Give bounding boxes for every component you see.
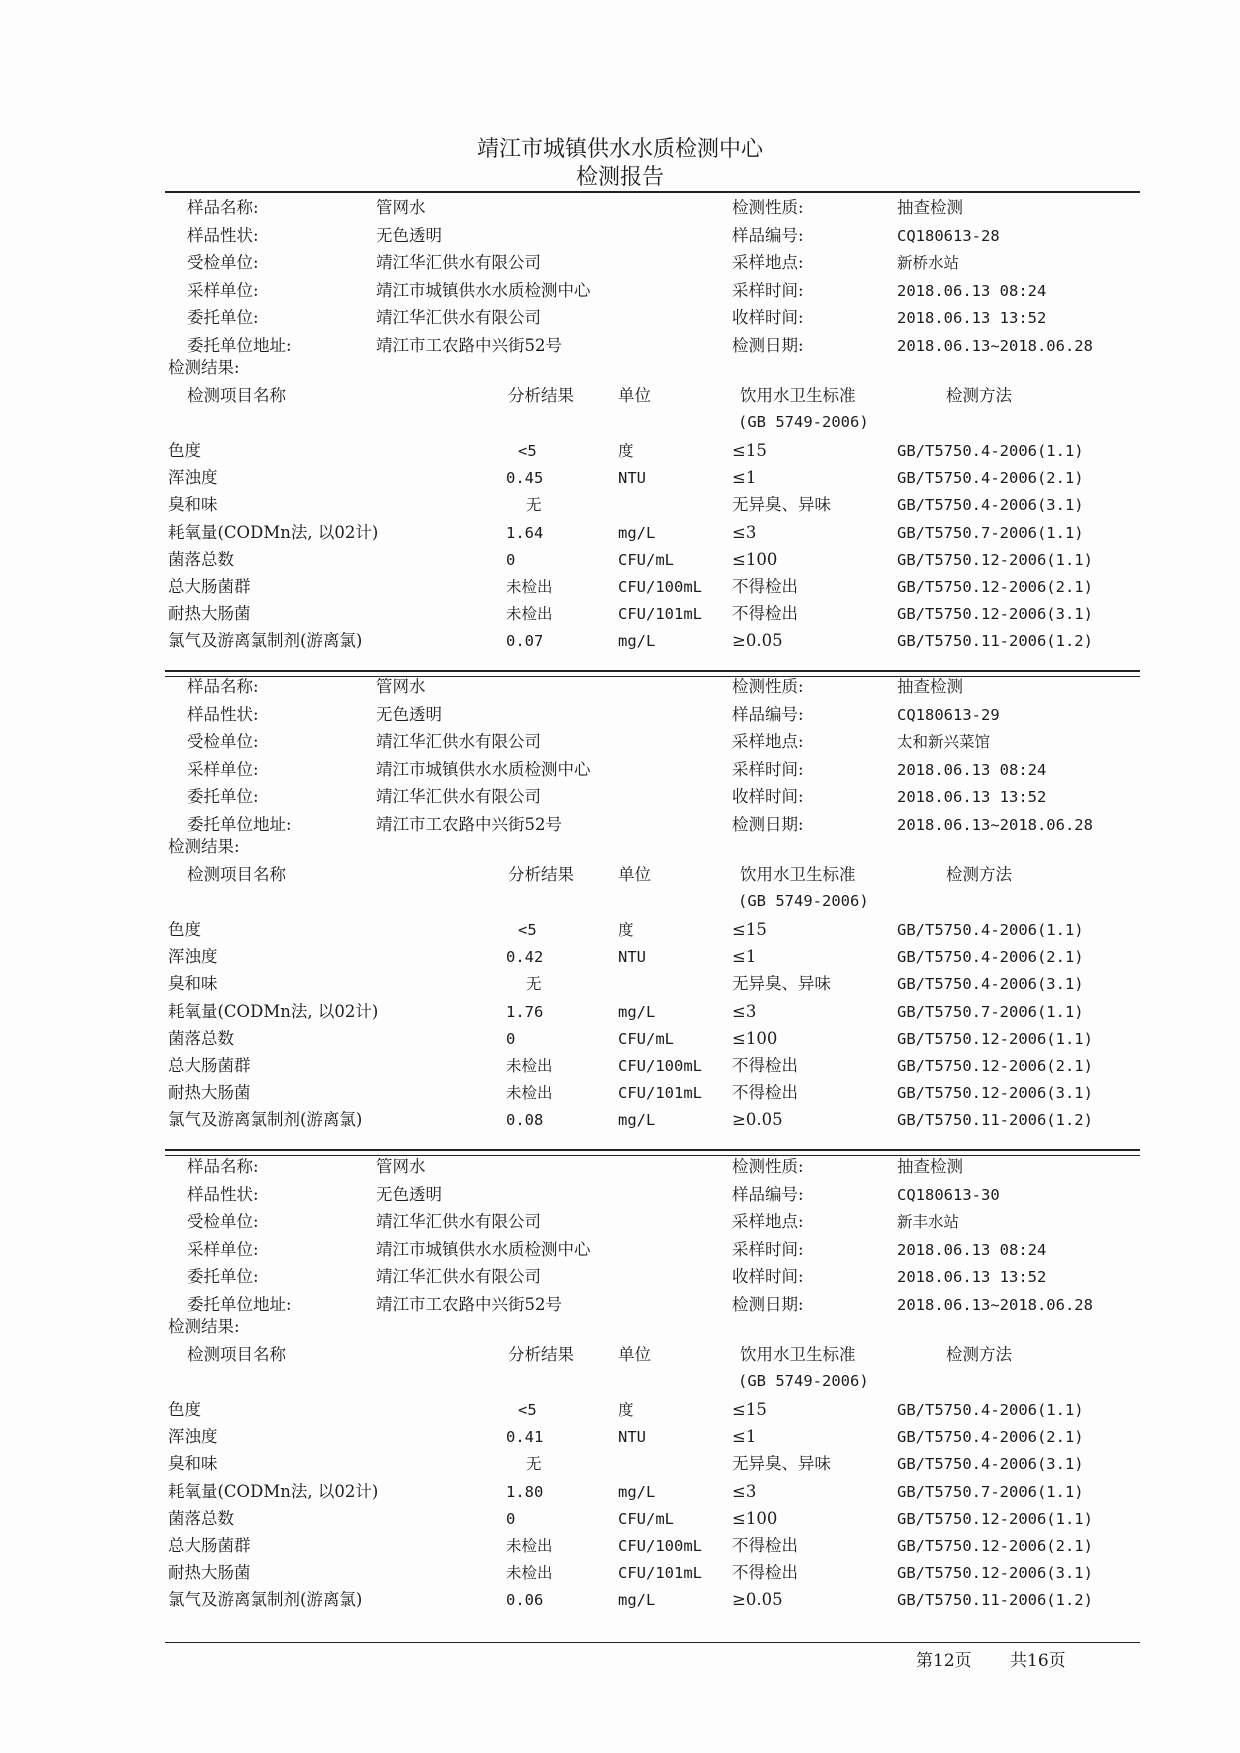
table-cell-unit: CFU/100mL (618, 1537, 702, 1555)
table-cell-method: GB/T5750.12-2006(1.1) (897, 1029, 1093, 1048)
table-cell-standard: ≤100 (732, 549, 778, 569)
info-label: 样品性状: (187, 1184, 259, 1204)
table-cell-method: GB/T5750.12-2006(3.1) (897, 1564, 1093, 1583)
info-label: 采样单位: (187, 1239, 259, 1259)
table-cell-unit: mg/L (618, 632, 656, 651)
table-cell-item: 浑浊度 (168, 947, 218, 967)
table-cell-unit: mg/L (618, 1002, 656, 1021)
info-right-value: CQ180613-29 (897, 705, 1000, 724)
info-value: 靖江市工农路中兴街52号 (376, 335, 562, 355)
table-cell-item: 色度 (168, 1400, 201, 1419)
info-right-value: 2018.06.13 08:24 (897, 281, 1047, 300)
table-cell-standard: ≤15 (732, 441, 767, 460)
table-cell-item: 色度 (168, 920, 201, 939)
info-right-value: 2018.06.13~2018.06.28 (897, 815, 1093, 834)
col-header-standard-ref: (GB 5749-2006) (738, 413, 869, 431)
info-right-label: 检测日期: (732, 1294, 804, 1314)
table-cell-result: 0.42 (506, 948, 544, 967)
table-cell-item: 耗氧量(CODMn法, 以02计) (168, 522, 379, 542)
table-cell-result: 0.06 (506, 1591, 544, 1610)
table-cell-method: GB/T5750.12-2006(3.1) (897, 1084, 1093, 1103)
table-cell-result: 0 (506, 1509, 516, 1528)
table-cell-unit: CFU/mL (618, 1509, 674, 1528)
table-cell-item: 总大肠菌群 (168, 577, 251, 596)
table-cell-item: 总大肠菌群 (168, 1056, 251, 1075)
col-header-standard: 饮用水卫生标准 (740, 865, 856, 884)
table-cell-standard: 不得检出 (732, 1563, 798, 1583)
info-right-label: 采样时间: (732, 280, 804, 300)
section-divider (165, 1155, 1140, 1156)
info-label: 受检单位: (187, 1212, 259, 1231)
info-right-label: 样品编号: (732, 704, 804, 724)
table-cell-unit: CFU/100mL (618, 1057, 702, 1075)
table-cell-result: 0.08 (506, 1111, 544, 1130)
info-label: 采样单位: (187, 280, 259, 300)
info-label: 样品性状: (187, 704, 259, 724)
table-cell-method: GB/T5750.11-2006(1.2) (897, 632, 1093, 651)
info-right-label: 收样时间: (732, 787, 804, 806)
table-cell-item: 耐热大肠菌 (168, 1083, 251, 1103)
info-right-value: 2018.06.13 13:52 (897, 788, 1047, 806)
info-right-value: 抽查检测 (897, 1157, 963, 1176)
section-divider (165, 670, 1140, 672)
report-title: 靖江市城镇供水水质检测中心 (476, 137, 763, 162)
results-label: 检测结果: (168, 358, 240, 377)
table-cell-method: GB/T5750.4-2006(1.1) (897, 1401, 1084, 1419)
table-cell-item: 总大肠菌群 (168, 1536, 251, 1555)
table-cell-standard: 不得检出 (732, 1536, 798, 1555)
col-header-result: 分析结果 (508, 1345, 574, 1364)
table-cell-standard: ≥0.05 (732, 1590, 783, 1610)
table-cell-method: GB/T5750.4-2006(2.1) (897, 948, 1084, 967)
info-right-value: 2018.06.13 08:24 (897, 1240, 1047, 1259)
table-cell-result: 无 (526, 975, 542, 994)
info-label: 样品名称: (187, 198, 259, 217)
info-value: 靖江市工农路中兴街52号 (376, 814, 562, 834)
info-value: 靖江市城镇供水水质检测中心 (376, 280, 591, 300)
table-cell-standard: ≤1 (732, 468, 757, 488)
table-cell-item: 臭和味 (168, 974, 218, 994)
table-cell-standard: ≤15 (732, 920, 767, 939)
table-cell-result: 未检出 (506, 578, 553, 596)
table-cell-item: 氯气及游离氯制剂(游离氯) (168, 631, 363, 651)
info-right-value: 抽查检测 (897, 198, 963, 217)
table-cell-method: GB/T5750.12-2006(2.1) (897, 1057, 1093, 1075)
table-cell-unit: mg/L (618, 1111, 656, 1130)
info-label: 委托单位: (187, 308, 259, 327)
table-cell-unit: NTU (618, 1428, 646, 1447)
results-label: 检测结果: (168, 1317, 240, 1336)
table-cell-unit: 度 (618, 921, 634, 939)
table-cell-unit: CFU/100mL (618, 578, 702, 596)
table-cell-item: 浑浊度 (168, 1427, 218, 1447)
info-value: 管网水 (376, 1157, 426, 1176)
table-cell-result: 1.80 (506, 1482, 544, 1501)
info-right-label: 样品编号: (732, 225, 804, 245)
table-cell-unit: 度 (618, 1401, 634, 1419)
info-value: 靖江华汇供水有限公司 (376, 253, 541, 272)
table-cell-unit: CFU/mL (618, 1029, 674, 1048)
table-cell-method: GB/T5750.4-2006(3.1) (897, 496, 1084, 515)
info-right-label: 采样地点: (732, 732, 804, 751)
top-rule (165, 191, 1140, 193)
table-cell-item: 耗氧量(CODMn法, 以02计) (168, 1481, 379, 1501)
table-cell-item: 色度 (168, 441, 201, 460)
table-cell-standard: 无异臭、异味 (732, 1454, 831, 1474)
info-label: 委托单位地址: (187, 1294, 292, 1314)
info-value: 无色透明 (376, 1184, 442, 1204)
table-cell-unit: CFU/101mL (618, 605, 702, 624)
table-cell-unit: NTU (618, 469, 646, 488)
col-header-standard-ref: (GB 5749-2006) (738, 892, 869, 910)
table-cell-method: GB/T5750.4-2006(2.1) (897, 1428, 1084, 1447)
info-value: 靖江华汇供水有限公司 (376, 787, 541, 806)
section-divider (165, 1149, 1140, 1151)
table-cell-unit: 度 (618, 442, 634, 460)
info-value: 管网水 (376, 677, 426, 696)
table-cell-item: 菌落总数 (168, 1508, 234, 1528)
table-cell-result: 0 (506, 550, 516, 569)
table-cell-method: GB/T5750.12-2006(1.1) (897, 1509, 1093, 1528)
info-right-label: 采样地点: (732, 253, 804, 272)
table-cell-method: GB/T5750.4-2006(1.1) (897, 442, 1084, 460)
table-cell-method: GB/T5750.12-2006(1.1) (897, 550, 1093, 569)
table-cell-result: 0 (506, 1029, 516, 1048)
table-cell-standard: ≥0.05 (732, 631, 783, 651)
table-cell-result: 0.45 (506, 469, 544, 488)
table-cell-unit: mg/L (618, 1591, 656, 1610)
table-cell-item: 耐热大肠菌 (168, 604, 251, 624)
table-cell-method: GB/T5750.12-2006(3.1) (897, 605, 1093, 624)
info-right-label: 检测性质: (732, 198, 804, 217)
table-cell-item: 臭和味 (168, 495, 218, 515)
info-value: 靖江华汇供水有限公司 (376, 1267, 541, 1286)
table-cell-standard: 不得检出 (732, 1083, 798, 1103)
info-right-value: CQ180613-28 (897, 226, 1000, 245)
table-cell-method: GB/T5750.4-2006(3.1) (897, 1455, 1084, 1474)
info-label: 受检单位: (187, 253, 259, 272)
table-cell-result: 1.76 (506, 1002, 544, 1021)
table-cell-standard: ≤100 (732, 1508, 778, 1528)
table-cell-result: 未检出 (506, 605, 553, 624)
info-right-label: 收样时间: (732, 1267, 804, 1286)
col-header-unit: 单位 (618, 1345, 651, 1364)
table-cell-result: 未检出 (506, 1084, 553, 1103)
table-cell-standard: ≤3 (732, 522, 757, 542)
table-cell-item: 浑浊度 (168, 468, 218, 488)
table-cell-method: GB/T5750.7-2006(1.1) (897, 1002, 1084, 1021)
table-cell-result: 1.64 (506, 523, 544, 542)
info-value: 靖江华汇供水有限公司 (376, 1212, 541, 1231)
table-cell-standard: ≤15 (732, 1400, 767, 1419)
info-value: 无色透明 (376, 225, 442, 245)
table-cell-method: GB/T5750.4-2006(1.1) (897, 921, 1084, 939)
info-right-value: 2018.06.13 13:52 (897, 1268, 1047, 1286)
table-cell-result: 0.41 (506, 1428, 544, 1447)
info-right-value: 新丰水站 (897, 1213, 960, 1231)
info-value: 靖江市城镇供水水质检测中心 (376, 1239, 591, 1259)
col-header-method: 检测方法 (946, 865, 1012, 884)
table-cell-item: 氯气及游离氯制剂(游离氯) (168, 1110, 363, 1130)
info-right-value: 太和新兴菜馆 (897, 733, 991, 751)
table-cell-result: <5 (518, 1401, 537, 1419)
info-right-label: 检测性质: (732, 1157, 804, 1176)
info-value: 靖江华汇供水有限公司 (376, 308, 541, 327)
col-header-item: 检测项目名称 (187, 865, 286, 884)
table-cell-method: GB/T5750.4-2006(2.1) (897, 469, 1084, 488)
table-cell-unit: mg/L (618, 1482, 656, 1501)
table-cell-standard: ≤1 (732, 947, 757, 967)
info-right-value: 新桥水站 (897, 254, 960, 272)
table-cell-method: GB/T5750.11-2006(1.2) (897, 1591, 1093, 1610)
col-header-result: 分析结果 (508, 386, 574, 405)
table-cell-unit: CFU/101mL (618, 1564, 702, 1583)
table-cell-result: 未检出 (506, 1057, 553, 1075)
table-cell-result: 未检出 (506, 1537, 553, 1555)
sample-section (0, 1157, 1240, 1617)
table-cell-item: 氯气及游离氯制剂(游离氯) (168, 1590, 363, 1610)
table-cell-standard: ≤3 (732, 1001, 757, 1021)
info-right-label: 收样时间: (732, 308, 804, 327)
info-right-label: 检测日期: (732, 814, 804, 834)
info-right-label: 检测日期: (732, 335, 804, 355)
info-label: 委托单位: (187, 787, 259, 806)
col-header-method: 检测方法 (946, 1345, 1012, 1364)
info-right-value: 2018.06.13 08:24 (897, 760, 1047, 779)
info-value: 无色透明 (376, 704, 442, 724)
table-cell-standard: 无异臭、异味 (732, 974, 831, 994)
info-right-label: 采样时间: (732, 759, 804, 779)
info-label: 委托单位: (187, 1267, 259, 1286)
sample-section (0, 198, 1240, 658)
info-right-label: 样品编号: (732, 1184, 804, 1204)
table-cell-method: GB/T5750.7-2006(1.1) (897, 523, 1084, 542)
info-value: 靖江市工农路中兴街52号 (376, 1294, 562, 1314)
table-cell-standard: ≤100 (732, 1028, 778, 1048)
info-label: 委托单位地址: (187, 814, 292, 834)
table-cell-result: 无 (526, 1455, 542, 1474)
table-cell-method: GB/T5750.4-2006(3.1) (897, 975, 1084, 994)
info-right-value: CQ180613-30 (897, 1185, 1000, 1204)
table-cell-standard: ≤3 (732, 1481, 757, 1501)
results-label: 检测结果: (168, 837, 240, 856)
col-header-unit: 单位 (618, 865, 651, 884)
table-cell-result: <5 (518, 921, 537, 939)
table-cell-unit: mg/L (618, 523, 656, 542)
table-cell-result: 无 (526, 496, 542, 515)
table-cell-standard: 不得检出 (732, 577, 798, 596)
info-right-value: 抽查检测 (897, 677, 963, 696)
info-right-label: 采样时间: (732, 1239, 804, 1259)
info-right-label: 采样地点: (732, 1212, 804, 1231)
page-total: 共16页 (1010, 1651, 1066, 1671)
col-header-standard: 饮用水卫生标准 (740, 1345, 856, 1364)
table-cell-standard: 无异臭、异味 (732, 495, 831, 515)
col-header-result: 分析结果 (508, 865, 574, 884)
table-cell-standard: ≤1 (732, 1427, 757, 1447)
bottom-rule (165, 1642, 1140, 1643)
col-header-item: 检测项目名称 (187, 1345, 286, 1364)
info-label: 采样单位: (187, 759, 259, 779)
table-cell-item: 菌落总数 (168, 1028, 234, 1048)
info-value: 管网水 (376, 198, 426, 217)
info-label: 样品名称: (187, 677, 259, 696)
table-cell-result: <5 (518, 442, 537, 460)
info-right-value: 2018.06.13~2018.06.28 (897, 336, 1093, 355)
table-cell-method: GB/T5750.12-2006(2.1) (897, 578, 1093, 596)
table-cell-item: 耗氧量(CODMn法, 以02计) (168, 1001, 379, 1021)
table-cell-standard: 不得检出 (732, 604, 798, 624)
table-cell-result: 未检出 (506, 1564, 553, 1583)
table-cell-standard: ≥0.05 (732, 1110, 783, 1130)
info-right-value: 2018.06.13~2018.06.28 (897, 1295, 1093, 1314)
table-cell-unit: CFU/101mL (618, 1084, 702, 1103)
info-right-value: 2018.06.13 13:52 (897, 309, 1047, 327)
table-cell-method: GB/T5750.11-2006(1.2) (897, 1111, 1093, 1130)
info-value: 靖江华汇供水有限公司 (376, 732, 541, 751)
table-cell-item: 菌落总数 (168, 549, 234, 569)
table-cell-standard: 不得检出 (732, 1056, 798, 1075)
info-label: 样品名称: (187, 1157, 259, 1176)
table-cell-item: 臭和味 (168, 1454, 218, 1474)
table-cell-item: 耐热大肠菌 (168, 1563, 251, 1583)
report-subtitle: 检测报告 (575, 165, 664, 190)
info-value: 靖江市城镇供水水质检测中心 (376, 759, 591, 779)
col-header-standard-ref: (GB 5749-2006) (738, 1372, 869, 1390)
sample-section (0, 677, 1240, 1137)
page-number: 第12页 (916, 1651, 972, 1671)
col-header-method: 检测方法 (946, 386, 1012, 405)
info-label: 受检单位: (187, 732, 259, 751)
info-right-label: 检测性质: (732, 677, 804, 696)
table-cell-method: GB/T5750.12-2006(2.1) (897, 1537, 1093, 1555)
table-cell-unit: NTU (618, 948, 646, 967)
info-label: 样品性状: (187, 225, 259, 245)
table-cell-unit: CFU/mL (618, 550, 674, 569)
col-header-unit: 单位 (618, 386, 651, 405)
col-header-item: 检测项目名称 (187, 386, 286, 405)
info-label: 委托单位地址: (187, 335, 292, 355)
col-header-standard: 饮用水卫生标准 (740, 386, 856, 405)
table-cell-result: 0.07 (506, 632, 544, 651)
table-cell-method: GB/T5750.7-2006(1.1) (897, 1482, 1084, 1501)
